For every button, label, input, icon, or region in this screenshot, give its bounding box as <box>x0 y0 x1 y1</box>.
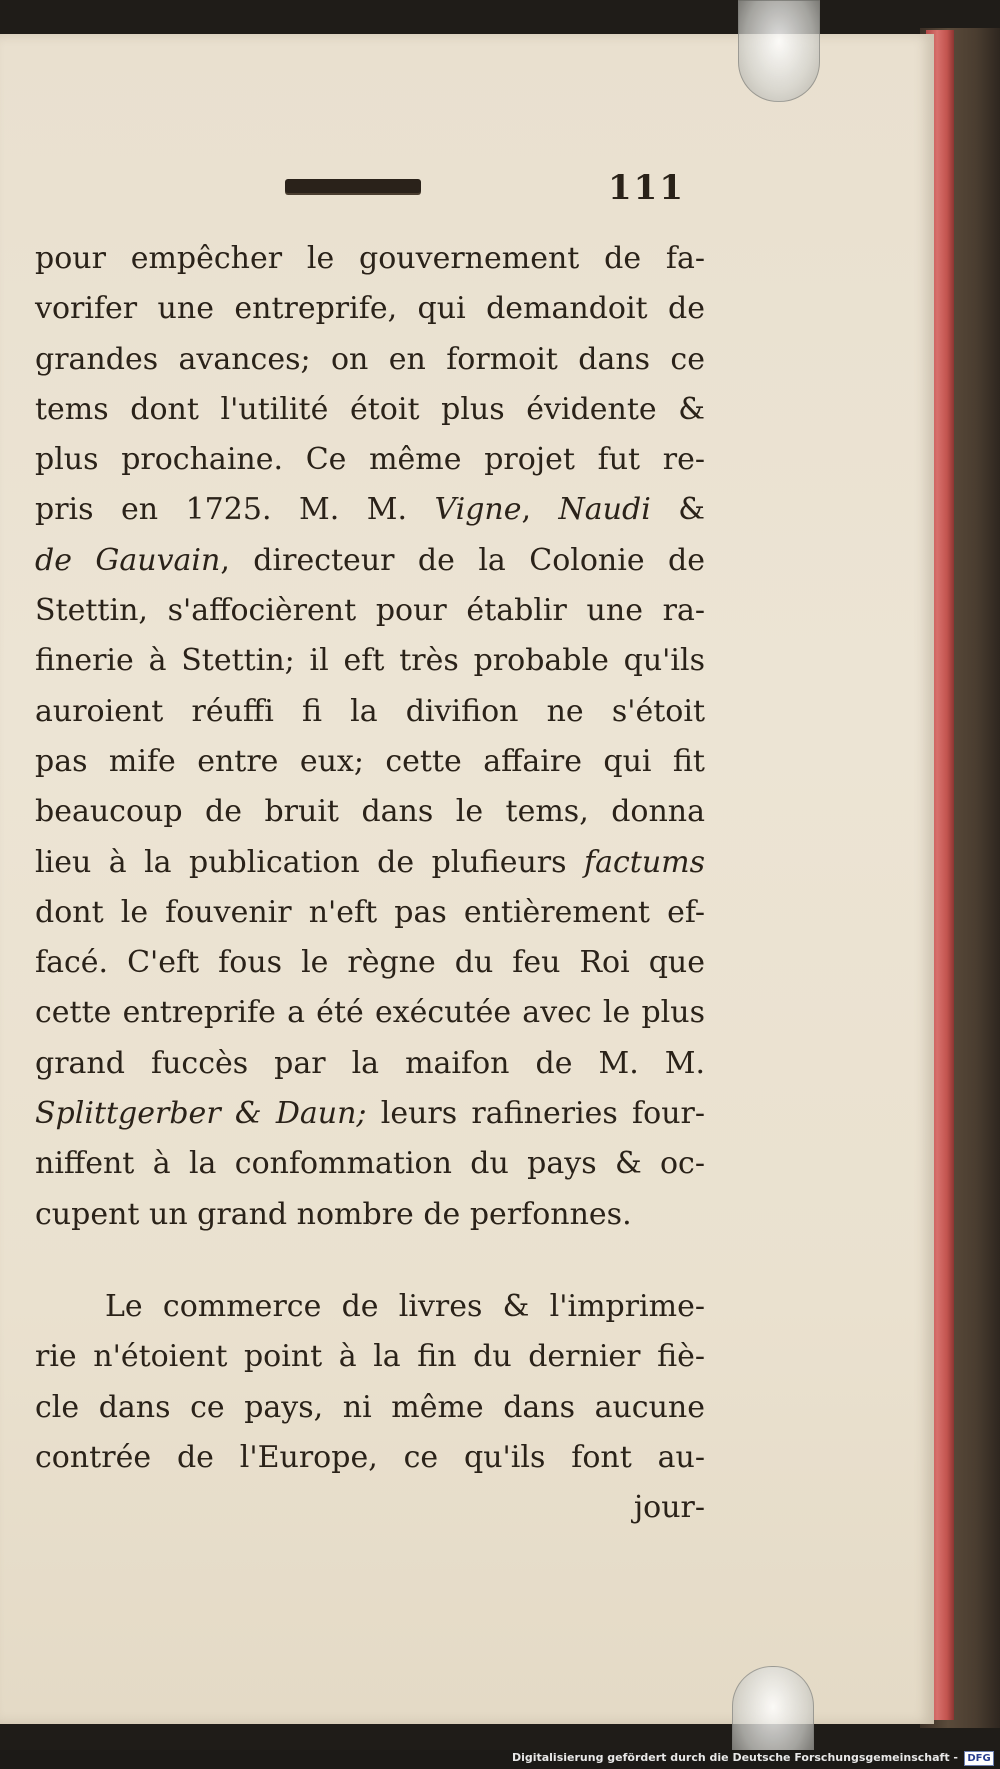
text-line: cle dans ce pays, ni même dans aucune <box>35 1389 705 1425</box>
text-fragment: , directeur de la Colonie de <box>220 542 705 578</box>
text-line: finerie à Stettin; il eft très probable qu'ils <box>35 643 705 679</box>
page-header <box>285 168 685 208</box>
text-line: Stettin, s'affocièrent pour établir une ra- <box>35 593 705 629</box>
body-text <box>35 234 705 1533</box>
text-line: beaucoup de bruit dans le tems, donna <box>35 794 705 830</box>
italic-name: de Gauvain <box>35 542 221 578</box>
text-fragment: & <box>650 492 705 528</box>
catchword: jour- <box>633 1490 705 1526</box>
text-fragment: , <box>521 492 559 528</box>
text-line: cupent un grand nombre de perfonnes. <box>35 1196 632 1232</box>
page-number: 111 <box>608 168 685 208</box>
book-clamp-top-icon <box>738 0 820 102</box>
text-line: auroient réuffi fi la divifion ne s'étoit <box>35 693 705 729</box>
text-line: rie n'étoient point à la fin du dernier fiè- <box>35 1339 705 1375</box>
text-line: grand fuccès par la maifon de M. M. <box>35 1045 705 1081</box>
text-line: plus prochaine. Ce même projet fut re- <box>35 442 705 478</box>
text-fragment: leurs rafineries four- <box>366 1096 706 1132</box>
text-line <box>35 485 705 535</box>
text-line: pas mife entre eux; cette affaire qui fit <box>35 743 705 779</box>
text-line: dont le fouvenir n'eft pas entièrement ef- <box>35 894 705 930</box>
text-line: tems dont l'utilité étoit plus évidente & <box>35 391 705 427</box>
text-line: niffent à la confommation du pays & oc- <box>35 1146 705 1182</box>
text-line: grandes avances; on en formoit dans ce <box>35 341 705 377</box>
text-line: pour empêcher le gouvernement de fa- <box>35 241 705 276</box>
text-line: vorifer une entreprife, qui demandoit de <box>35 291 705 327</box>
italic-word: factums <box>583 844 705 880</box>
header-ornament-rule <box>285 179 421 193</box>
text-line <box>35 1089 705 1139</box>
text-line: Le commerce de livres & l'imprime- <box>105 1288 705 1324</box>
italic-name: Vigne <box>434 492 522 528</box>
digitization-credit: Digitalisierung gefördert durch die Deutsche Forschungsgemeinschaft - <box>511 1751 958 1764</box>
paragraph-gap <box>35 1240 705 1282</box>
text-line: contrée de l'Europe, ce qu'ils font au- <box>35 1439 705 1475</box>
dfg-logo-icon: DFG <box>964 1751 994 1766</box>
text-line: cette entreprife a été exécutée avec le plus <box>35 995 705 1031</box>
text-fragment: lieu à la publication de plufieurs <box>35 844 584 880</box>
text-fragment: pris en 1725. M. M. <box>35 492 435 528</box>
italic-name: Naudi <box>558 492 651 528</box>
text-line <box>35 838 705 888</box>
italic-name: Splittgerber & Daun; <box>35 1096 367 1132</box>
text-line <box>35 536 705 586</box>
text-line: facé. C'eft fous le règne du feu Roi que <box>35 945 705 981</box>
